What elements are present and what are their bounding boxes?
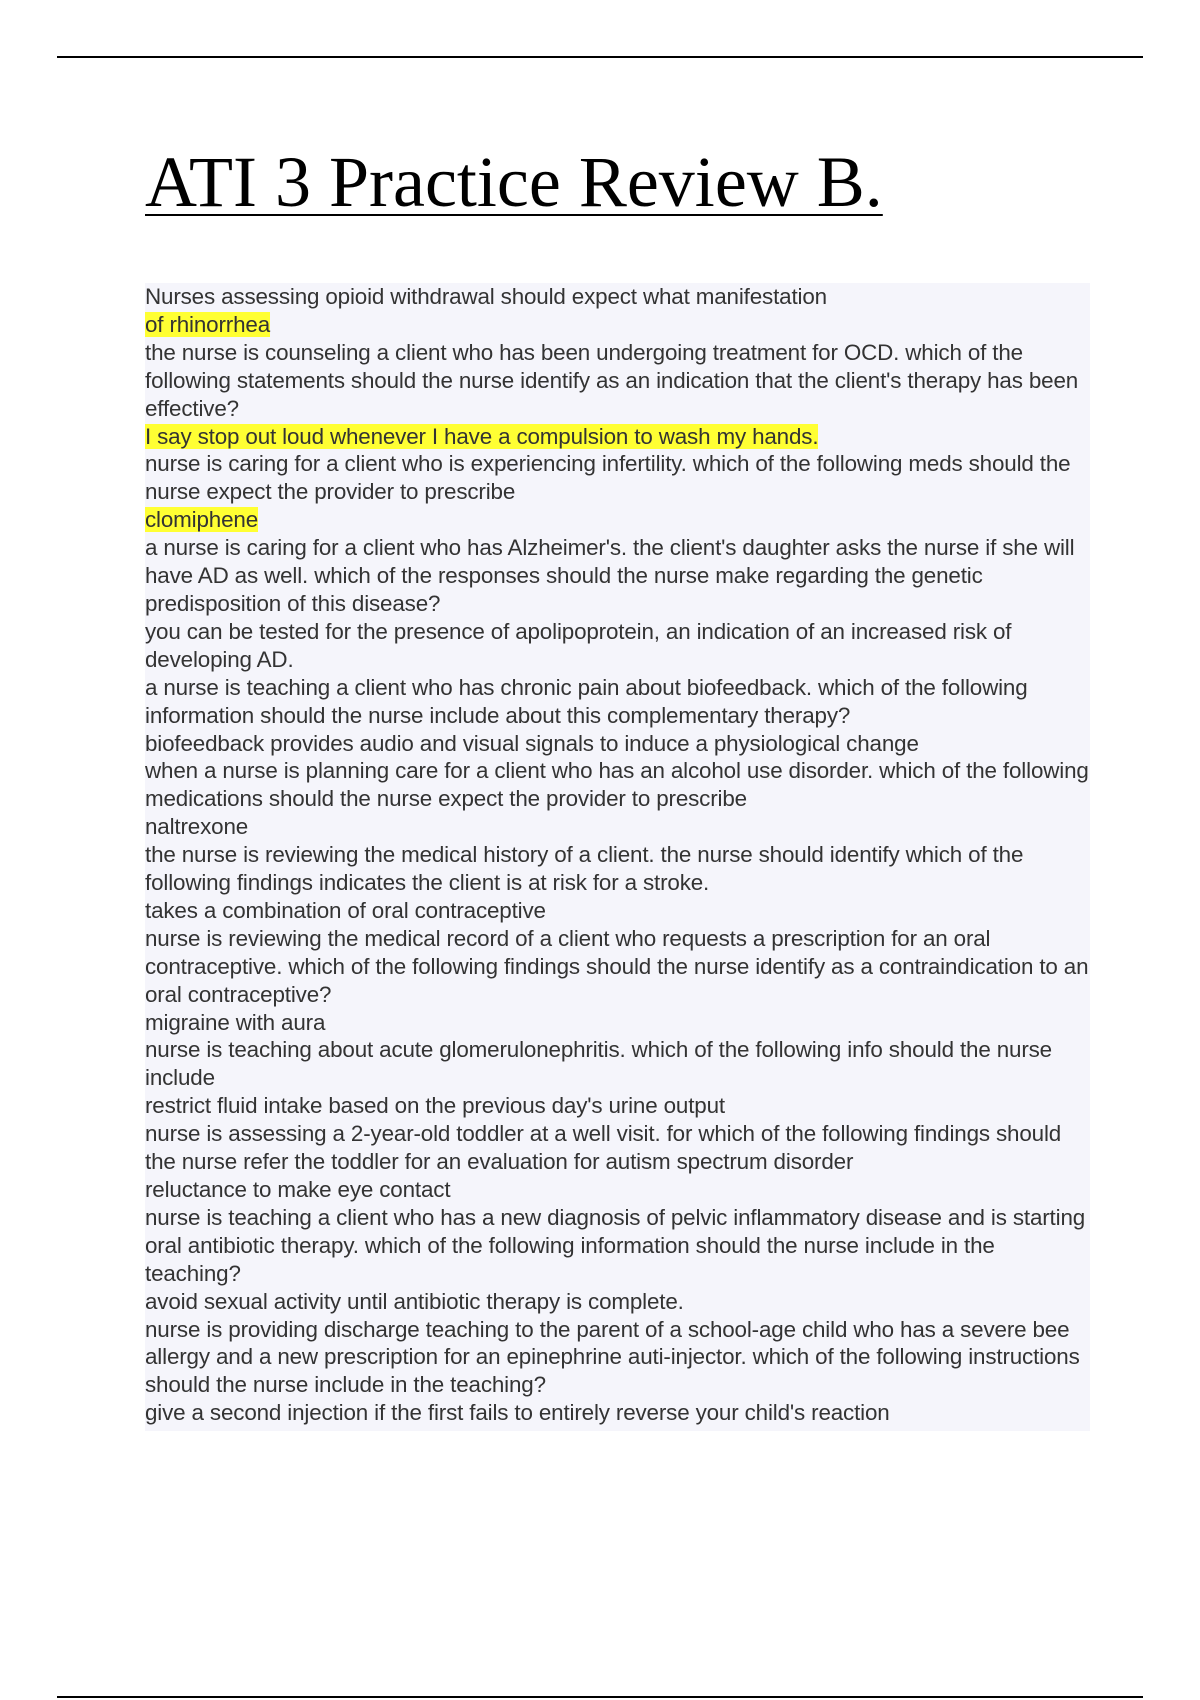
footer-rule	[57, 1696, 1143, 1698]
text-paragraph	[145, 1036, 1090, 1092]
text-paragraph	[145, 1092, 1090, 1120]
text-paragraph	[145, 925, 1090, 1009]
paragraph-text: nurse is assessing a 2-year-old toddler at a well visit. for which of the following findings should the nurse refer the toddler for an evaluation for autism spectrum disorder	[145, 1121, 1062, 1175]
highlighted-answer	[145, 423, 1090, 451]
paragraph-text: I say stop out loud whenever I have a compulsion to wash my hands.	[145, 423, 819, 449]
text-paragraph	[145, 1288, 1090, 1316]
paragraph-text: avoid sexual activity until antibiotic therapy is complete.	[145, 1288, 684, 1314]
text-paragraph	[145, 450, 1090, 506]
text-paragraph	[145, 1120, 1090, 1176]
text-paragraph	[145, 1176, 1090, 1204]
text-paragraph	[145, 339, 1090, 423]
text-paragraph	[145, 813, 1090, 841]
paragraph-text: Nurses assessing opioid withdrawal should expect what manifestation	[145, 284, 827, 309]
paragraph-text: biofeedback provides audio and visual signals to induce a physiological change	[145, 730, 919, 756]
paragraph-text: clomiphene	[145, 507, 259, 533]
paragraph-text: restrict fluid intake based on the previous day's urine output	[145, 1093, 725, 1119]
paragraph-text: takes a combination of oral contraceptive	[145, 897, 546, 923]
paragraph-text: nurse is teaching about acute glomerulonephritis. which of the following info should the nurse include	[145, 1037, 1052, 1091]
paragraph-text: migraine with aura	[145, 1009, 326, 1035]
paragraph-text: the nurse is reviewing the medical history of a client. the nurse should identify which of the following findings indicates the client is at risk for a stroke.	[145, 842, 1024, 896]
paragraph-text: a nurse is caring for a client who has Alzheimer's. the client's daughter asks the nurse if she will have AD as well. which of the responses should the nurse make regarding the genetic predisposition of this disease?	[145, 535, 1075, 616]
paragraph-text: naltrexone	[145, 814, 249, 840]
text-paragraph	[145, 1009, 1090, 1037]
paragraph-text: nurse is teaching a client who has a new diagnosis of pelvic inflammatory disease and is starting oral antibiotic therapy. which of the following information should the nurse include in the teaching?	[145, 1204, 1086, 1286]
highlighted-answer	[145, 311, 1090, 339]
text-paragraph	[145, 897, 1090, 925]
text-paragraph	[145, 1204, 1090, 1288]
header-rule	[57, 56, 1143, 58]
document-title: ATI 3 Practice Review B.	[145, 142, 883, 222]
paragraph-text: nurse is caring for a client who is experiencing infertility. which of the following meds should the nurse expect the provider to prescribe	[145, 451, 1071, 505]
paragraph-text: when a nurse is planning care for a client who has an alcohol use disorder. which of the following medications should the nurse expect the provider to prescribe	[145, 758, 1089, 812]
text-paragraph	[145, 618, 1090, 674]
text-paragraph	[145, 757, 1090, 813]
text-paragraph	[145, 674, 1090, 730]
paragraph-text: reluctance to make eye contact	[145, 1177, 451, 1202]
paragraph-text: a nurse is teaching a client who has chronic pain about biofeedback. which of the following information should the nurse include about this complementary therapy?	[145, 674, 1028, 728]
text-paragraph	[145, 1399, 1090, 1427]
text-paragraph	[145, 534, 1090, 618]
paragraph-text: nurse is reviewing the medical record of a client who requests a prescription for an oral contraceptive. which of the following findings should the nurse identify as a contraindication to an oral contraceptive?	[145, 925, 1089, 1007]
text-paragraph	[145, 841, 1090, 897]
document-body	[145, 283, 1090, 1431]
paragraph-text: you can be tested for the presence of apolipoprotein, an indication of an increased risk of developing AD.	[145, 618, 1012, 672]
text-paragraph	[145, 730, 1090, 758]
paragraph-text: nurse is providing discharge teaching to the parent of a school-age child who has a severe bee allergy and a new prescription for an epinephrine auti-injector. which of the following instructions should the nurse include in the teaching?	[145, 1316, 1080, 1398]
text-paragraph	[145, 283, 1090, 311]
highlighted-answer	[145, 506, 1090, 534]
text-paragraph	[145, 1316, 1090, 1400]
paragraph-text: the nurse is counseling a client who has been undergoing treatment for OCD. which of the following statements should the nurse identify as an indication that the client's therapy has been effective?	[145, 339, 1079, 421]
paragraph-text: give a second injection if the first fails to entirely reverse your child's reaction	[145, 1400, 890, 1426]
paragraph-text: of rhinorrhea	[145, 311, 271, 337]
